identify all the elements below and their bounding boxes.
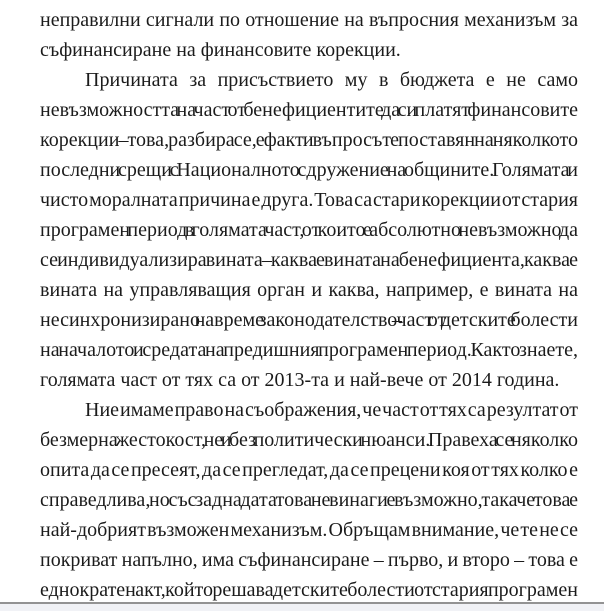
text-line: корекции – това, разбира се, е факт и въпросът е поставян на няколкото <box>40 129 578 151</box>
text-line: опита да се пресеят, да се прегледат, да се прецени коя от тях колко е <box>40 459 578 481</box>
text-line: справедлива, но със задна дата това не винаги е възможно, така че това е <box>40 489 578 511</box>
text-line: чисто моралната причина е друга. Това са стари корекции от стария <box>40 189 578 211</box>
text-line: безмерна жестокост, не и без политически нюанси. Правеха се няколко <box>40 429 578 451</box>
text-line: покриват напълно, има съфинансиране – първо, и второ – това е <box>40 549 578 571</box>
text-line: Причината за присъствието му в бюджета е не само <box>85 69 578 91</box>
text-line: неправилни сигнали по отношение на въпросния механизъм за <box>40 9 578 31</box>
text-line: невъзможността на част от бенефициентите да си платят финансовите <box>40 99 578 121</box>
text-line: последни срещи с Националното сдружение на общините. Голямата и <box>40 159 578 181</box>
text-line: съфинансиране на финансовите корекции. <box>40 39 401 61</box>
text-line: Ние имаме право на съображения, че част от тях са резултат от <box>85 399 578 421</box>
text-line: се индивидуализира вината – каква е вината на бенефициента, каква е <box>40 249 578 271</box>
text-block <box>40 5 578 605</box>
text-line: програмен период в голямата част, от които е абсолютно невъзможно да <box>40 219 578 241</box>
text-line: на началото и средата на предишния програмен период. Както знаете, <box>40 339 578 361</box>
text-line: вината на управляващия орган и каква, например, е вината на <box>40 279 578 301</box>
text-line: голямата част от тях са от 2013-та и най-вече от 2014 година. <box>40 369 560 391</box>
text-line: най-добрият възможен механизъм. Обръщам внимание, че те не се <box>40 519 578 541</box>
text-line: еднократен акт, който решава детските болести от стария програмен <box>40 579 578 601</box>
text-line: несинхронизирано навреме законодателство – част от детските болести <box>40 309 578 331</box>
window-bottom-strip <box>0 602 604 611</box>
